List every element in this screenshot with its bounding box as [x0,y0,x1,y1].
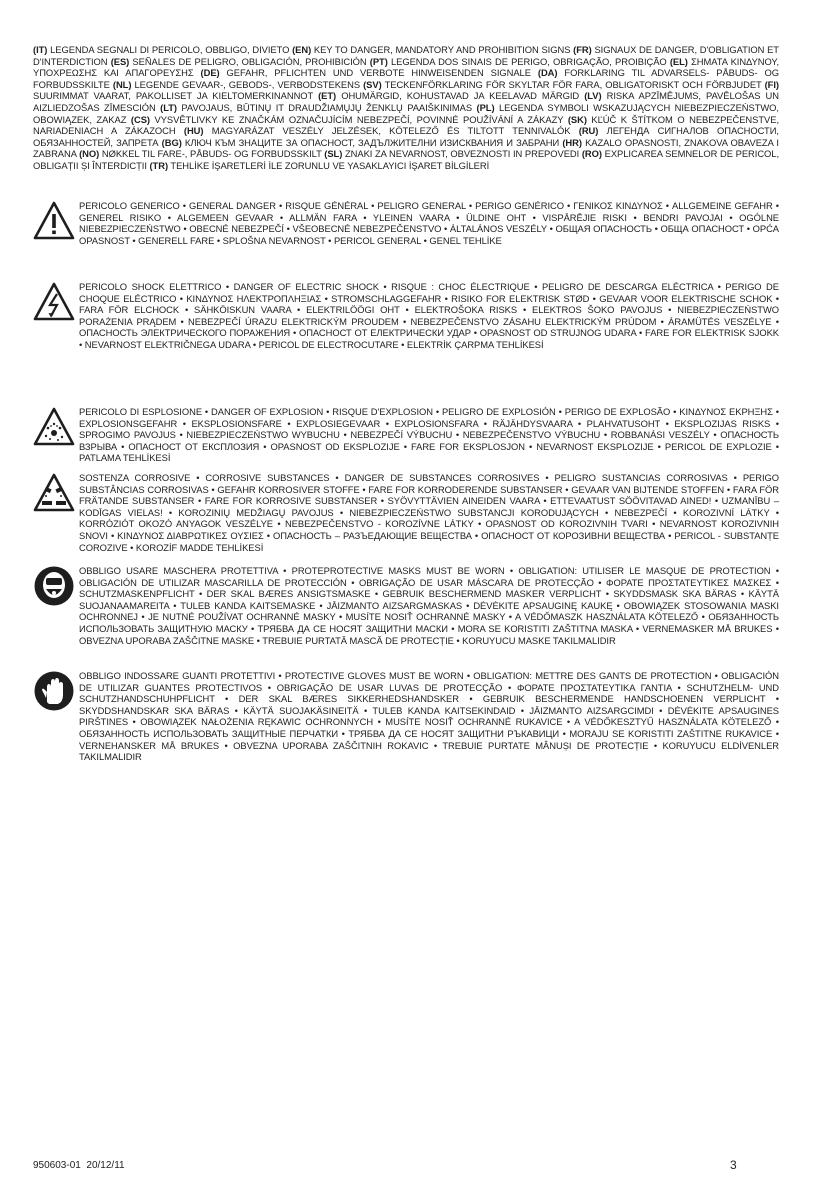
document-date: 20/12/11 [86,1160,125,1171]
legend-entry-text: SOSTENZA CORROSIVE • CORROSIVE SUBSTANCES • DANGER DE SUBSTANCES CORROSIVES • PELIGRO SUSTANCIAS CORROSIVAS • PERIGO SUBSTÂNCIAS CORROSIVAS • GEFAHR KORROSIVER STOFFE • FARE FOR KORRODERENDE SUBSTANSER • GEVAAR VAN BIJTENDE STOFFEN • FARA FÖR FRÄTANDE SUBSTANSER • FARE FOR KORROSIVE SUBSTANSER • SYÖVYTTÄVIEN AINEIDEN VAARA • ETTEVAATUST SÖÖVITAVAD AINED! • UZMANĪBU – KODĪGAS VIELAS! • KOROZINIŲ MEDŽIAGŲ PAVOJUS • NIEBEZPIECZEŃSTWO SUBSTANCJI KORODUJĄCYCH • NEBEZPEČÍ • KOROZIVNÍ LÁTKY • KORRÓZIÓT OKOZÓ ANYAGOK VESZÉLYE • NEBEZPEČENSTVO - KOROZÍVNE LÁTKY • OPASNOST OD KOROZIVNIH TVARI • NEVARNOST KOROZIVNIH SNOVI • ΚΙΝΔΥΝΟΣ ΔΙΑΒΡΩΤΙΚΕΣ ΟΥΣΙΕΣ • ОПАСНОСТЬ – РАЗЪЕДАЮЩИЕ ВЕЩЕСТВА • ОПАСНОСТ ОТ КОРОЗИВНИ ВЕЩЕСТВА • PERICOL - SUBSTANȚE COROZIVE • KOROZİF MADDE TEHLİKESİ [79,472,779,553]
intro-code: (DE) GEFAHR, PFLICHTEN UND VERBOTE HINWEISENDEN SIGNALE [200,67,538,79]
intro-code: (ES) SEÑALES DE PELIGRO, OBLIGACIÓN, PROHIBICIÓN [110,55,370,67]
intro-code: (HU) MAGYARÁZAT VESZÉLY JELZÉSEK, KÖTELEZŐ ÉS TILTOTT TENNIVALÓK [183,125,579,137]
intro-code: (SV) TECKENFÖRKLARING FÖR SKYLTAR FÖR FARA, OBLIGATORISKT OCH FÖRBJUDET [363,78,765,90]
protective-gloves-icon [33,670,75,712]
intro-code: (HR) KAZALO OPASNOSTI, ZNAKOVA OBAVEZA I ZABRANA [33,136,779,160]
legend-entry-text: PERICOLO GENERICO • GENERAL DANGER • RISQUE GÉNÉRAL • PELIGRO GENERAL • PERIGO GENÉRICO • ΓΕΝΙΚΟΣ ΚΙΝΔΥΝΟΣ • ALLGEMEINE GEFAHR • GENEREL RISIKO • ALGEMEEN GEVAAR • ALLMÄN FARA • YLEINEN VAARA • ÜLDINE OHT • VISPĀRĒJIE RISKI • BENDRI PAVOJAI • OGÓLNE NIEBEZPIECZEŃSTWO • OBECNÉ NEBEZPEČÍ • VŠEOBECNÉ NEBEZPEČENSTVO • ÁLTALÁNOS VESZÉLY • ОБЩАЯ ОПАСНОСТЬ • ОБЩА ОПАСНОСТ • OPĆA OPASNOST • GENERELL FARE • SPLOŠNA NEVARNOST • PERICOL GENERAL • GENEL TEHLİKE [79,200,779,246]
intro-code: (CS) VYSVĚTLIVKY KE ZNAČKÁM OZNAČUJÍCÍM NEBEZPEČÍ, POVINNÉ POUŽÍVÁNÍ A ZÁKAZY [130,113,568,125]
intro-code: (EN) KEY TO DANGER, MANDATORY AND PROHIBITION SIGNS [292,44,574,55]
general-danger-icon [33,200,75,242]
document-reference [33,1160,125,1171]
explosion-danger-icon [33,406,75,448]
corrosive-substances-icon [33,472,75,514]
intro-code: (NL) LEGENDE GEVAAR-, GEBODS-, VERBODSTEKENS [112,78,364,90]
intro-code: (LT) PAVOJAUS, BŪTINŲ IT DRAUDŽIAMŲJŲ ŽENKLŲ PAAIŠKINIMAS [160,101,477,113]
protective-mask-icon [33,565,75,607]
legend-entry-text: OBBLIGO USARE MASCHERA PROTETTIVA • PROTEPROTECTIVE MASKS MUST BE WORN • OBLIGATION: UTILISER LE MASQUE DE PROTECTION • OBLIGACIÓN DE UTILIZAR MASCARILLA DE PROTECCIÓN • OBRIGAÇÃO DE USAR MÁSCARA DE PROTECÇÃO • ΦΟΡΑΤΕ ΠΡΟΣΤΑΤΕΥΤΙΚΕΣ ΜΑΣΚΕΣ • SCHUTZMASKENPFLICHT • DER SKAL BÆRES ANSIGTSMASKE • GEBRUIK BESCHERMEND MASKER VERPLICHT • SKYDDSMASK SKA BÄRAS • KÄYTÄ SUOJANAAMAREITA • TULEB KANDA KAITSEMASKE • JĀIZMANTO AIZSARGMASKAS • DĖVĖKITE APSAUGINĘ KAUKĘ • OBOWIĄZEK STOSOWANIA MASKI OCHRONNEJ • JE NUTNÉ POUŽÍVAT OCHRANNÉ MASKY • MUSÍTE NOSIŤ OCHRANNÉ MASKY • A VÉDŐMASZK HASZNÁLATA KÖTELEZŐ • ОБЯЗАННОСТЬ ИСПОЛЬЗОВАТЬ ЗАЩИТНУЮ МАСКУ • ТРЯБВА ДА СЕ НОСЯТ ЗАЩИТНИ МАСКИ • MORA SE KORISTITI ZAŠTITNA MASKA • VERNEMASKER MÅ BRUKES • OBVEZNA UPORABA ZAŠČITNE MASKE • TREBUIE PURTATĂ MASCĂ DE PROTECȚIE • KORUYUCU MASKE TAKILMALIDIR [79,565,779,646]
intro-code: (PT) LEGENDA DOS SINAIS DE PERIGO, OBRIGAÇÃO, PROIBIÇÃO [369,55,670,67]
intro-code: (DA) FORKLARING TIL ADVARSELS- PÅBUDS- OG FORBUDSSKILTE [33,67,779,90]
intro-code: (SK) KĽÚČ K ŠTÍTKOM O NEBEZPEČENSTVE, NARIADENIACH A ZÁKAZOCH [33,113,779,137]
intro-code: (IT) LEGENDA SEGNALI DI PERICOLO, OBBLIGO, DIVIETO [33,44,293,55]
legend-entry-text: PERICOLO DI ESPLOSIONE • DANGER OF EXPLOSION • RISQUE D'EXPLOSION • PELIGRO DE EXPLOSIÓN • PERIGO DE EXPLOSÃO • ΚΙΝΔΥΝΟΣ ΕΚΡΗΞΗΣ • EXPLOSIONSGEFAHR • EKSPLOSIONSFARE • EXPLOSIEGEVAAR • EXPLOSIONSFARA • RÄJÄHDYSVAARA • PLAHVATUSOHT • EKSPLOZIJAS RISKS • SPROGIMO PAVOJUS • NIEBEZPIECZEŃSTWO WYBUCHU • NEBEZPEČÍ VÝBUCHU • NEBEZPEČENSTVO VÝBUCHU • ROBBANÁSI VESZÉLY • ОПАСНОСТЬ ВЗРЫВА • ОПАСНОСТ ОТ ЕКСПЛОЗИЯ • OPASNOST OD EKSPLOZIJE • FARE FOR EKSPLOSJON • NEVARNOST EKSPLOZIJE • PERICOL DE EXPLOZIE • PATLAMA TEHLİKESİ [79,406,779,464]
intro-code: (EL) ΣΗΜΑΤΑ ΚΙΝΔΥΝΟΥ, ΥΠΟΧΡΕΩΣΗΣ ΚΑΙ ΑΠΑΓΟΡΕΥΣΗΣ [33,55,779,79]
legend-intro-paragraph [33,44,779,172]
intro-code: (FI) SUURIMMAT VAARAT, PAKOLLISET JA KIELTOMERKINANNOT [33,78,779,102]
document-code: 950603-01 [33,1160,81,1171]
intro-code: (RO) EXPLICAREA SEMNELOR DE PERICOL, OBLIGAȚII ȘI ÎNTERDICȚII [33,148,779,171]
intro-code: (RU) ЛЕГЕНДА СИГНАЛОВ ОПАСНОСТИ, ОБЯЗАННОСТЕЙ, ЗАПРЕТА [33,125,779,148]
intro-code: (LV) RISKA APZĪMĒJUMS, PAVĒLOŠAS UN AIZLIEDZOŠAS ZĪMESCIÓN [33,90,779,113]
legend-entry-text: PERICOLO SHOCK ELETTRICO • DANGER OF ELECTRIC SHOCK • RISQUE : CHOC ÉLECTRIQUE • PELIGRO DE DESCARGA ELÉCTRICA • PERIGO DE CHOQUE ELÉCTRICO • ΚΙΝΔΥΝΟΣ ΗΛΕΚΤΡΟΠΛΗΞΙΑΣ • STROMSCHLAGGEFAHR • RISIKO FOR ELEKTRISK STØD • GEVAAR VOOR ELEKTRISCHE SCHOK • FARA FÖR ELCHOCK • SÄHKÖISKUN VAARA • ELEKTRILÖÖGI OHT • ELEKTROŠOKA RISKS • ELEKTROS ŠOKO PAVOJUS • NIEBEZPIECZEŃSTWO PORAŻENIA PRĄDEM • NEBEZPEČÍ ÚRAZU ELEKTRICKÝM PROUDEM • NEBEZPEČENSTVO ZÁSAHU ELEKTRICKÝM PRÚDOM • ÁRAMÜTÉS VESZÉLYE • ОПАСНОСТЬ ЭЛЕКТРИЧЕСКОГО ПОРАЖЕНИЯ • ОПАСНОСТ ОТ ЕЛЕКТРИЧЕСКИ УДАР • OPASNOST OD STRUJNOG UDARA • FARE FOR ELEKTRISK SJOKK • NEVARNOST ELEKTRIČNEGA UDARA • PERICOL DE ELECTROCUTARE • ELEKTRİK ÇARPMA TEHLİKESİ [79,281,779,350]
intro-code: (TR) TEHLİKE İŞARETLERİ İLE ZORUNLU VE YASAKLAYICI İŞARET BİLGİLERİ [149,159,490,171]
page-number: 3 [730,1158,737,1172]
intro-code: (SL) ZNAKI ZA NEVARNOST, OBVEZNOSTI IN PREPOVEDI [324,148,582,160]
intro-code: (BG) КЛЮЧ КЪМ ЗНАЦИТЕ ЗА ОПАСНОСТ, ЗАДЪЛЖИТЕЛНИ ИЗИСКВАНИЯ И ЗАБРАНИ [161,136,563,148]
legend-entry-text: OBBLIGO INDOSSARE GUANTI PROTETTIVI • PROTECTIVE GLOVES MUST BE WORN • OBLIGATION: METTRE DES GANTS DE PROTECTION • OBLIGACIÓN DE UTILIZAR GUANTES PROTECTIVOS • OBRIGAÇÃO DE USAR LUVAS DE PROTECÇÃO • ΦΟΡΑΤΕ ΠΡΟΣΤΑΤΕΥΤΙΚΑ ΓΑΝΤΙΑ • SCHUTZHELM- UND SCHUTZHANDSCHUHPFLICHT • DER SKAL BÆRES SIKKERHEDSHANDSKER • GEBRUIK BESCHERMENDE HANDSCHOENEN VERPLICHT • SKYDDSHANDSKAR SKA BÄRAS • KÄYTÄ SUOJAKÄSINEITÄ • TULEB KANDA KAITSEKINDAID • JĀIZMANTO AIZSARGCIMDI • DĖVĖKITE APSAUGINES PIRŠTINES • OBOWIĄZEK NAŁOŻENIA RĘKAWIC OCHRONNYCH • MUSÍTE NOSIŤ OCHRANNÉ RUKAVICE • A VÉDŐKESZTYŰ HASZNÁLATA KÖTELEZŐ • ОБЯЗАННОСТЬ ИСПОЛЬЗОВАТЬ ЗАЩИТНЫЕ ПЕРЧАТКИ • ТРЯБВА ДА СЕ НОСЯТ ЗАЩИТНИ РЪКАВИЦИ • MORAJU SE KORISTITI ZAŠTITNE RUKAVICE • VERNEHANSKER MÅ BRUKES • OBVEZNA UPORABA ZAŠČITNIH ROKAVIC • TREBUIE PURTATE MÂNUȘI DE PROTECȚIE • KORUYUCU ELDİVENLER TAKILMALIDIR [79,670,779,763]
intro-code: (ET) OHUMÄRGID, KOHUSTAVAD JA KEELAVAD MÄRGID [318,90,585,102]
intro-code: (FR) SIGNAUX DE DANGER, D'OBLIGATION ET D'INTERDICTION [33,44,779,67]
intro-code: (PL) LEGENDA SYMBOLI WSKAZUJĄCYCH NIEBEZPIECZEŃSTWO, OBOWIĄZEK, ZAKAZ [33,101,779,125]
intro-code: (NO) NØKKEL TIL FARE-, PÅBUDS- OG FORBUDSSKILT [79,148,325,160]
electric-shock-icon [33,281,75,323]
